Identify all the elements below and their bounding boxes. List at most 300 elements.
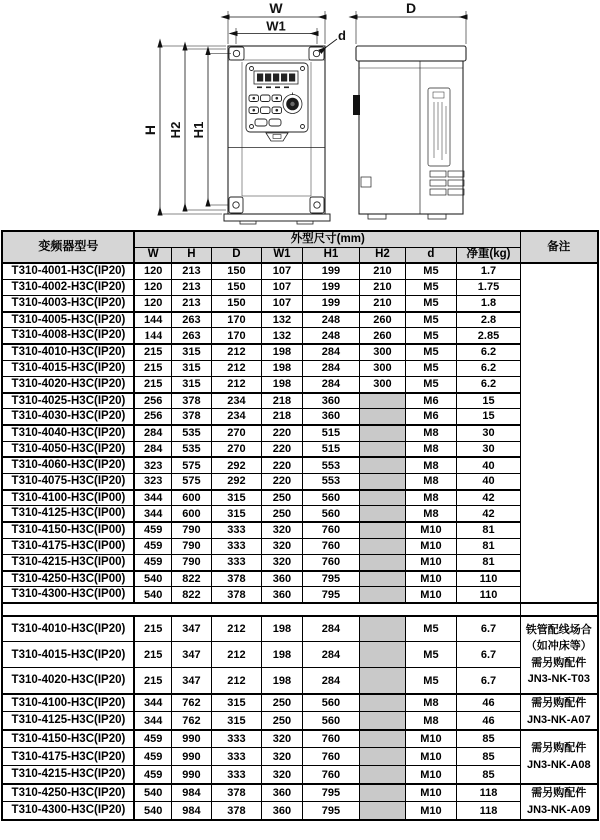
cell-w1: 250: [261, 490, 302, 506]
header-col-h2: H2: [359, 247, 405, 263]
cell-h2: 210: [359, 263, 405, 279]
cell-model: T310-4060-H3C(IP20): [2, 457, 134, 473]
cell-model: T310-4175-H3C(IP00): [2, 538, 134, 554]
remark-line: 需另购配件: [531, 656, 587, 669]
cell-d: 292: [211, 473, 261, 489]
cell-weight: 6.7: [456, 616, 520, 642]
table-row: [2, 766, 597, 784]
cell-w1: 220: [261, 457, 302, 473]
cell-w1: 360: [261, 571, 302, 587]
remark-line: 需另购配件: [531, 787, 587, 800]
cell-w: 215: [134, 668, 171, 694]
table-row: [2, 295, 597, 311]
cell-h1: 360: [302, 393, 359, 409]
cell-weight: 1.7: [456, 263, 520, 279]
side-connector: [353, 95, 360, 115]
cell-h1: 284: [302, 616, 359, 642]
cell-w: 459: [134, 748, 171, 766]
cell-weight: 85: [456, 766, 520, 784]
cell-h2: [359, 538, 405, 554]
remark-line: 需另购配件: [531, 697, 587, 710]
table-row: [2, 587, 597, 603]
cell-w: 540: [134, 571, 171, 587]
cell-w: 323: [134, 457, 171, 473]
cell-weight: 46: [456, 712, 520, 730]
cell-w1: 218: [261, 393, 302, 409]
table-row: [2, 802, 597, 820]
table-row: [2, 784, 597, 802]
cell-d: 333: [211, 730, 261, 748]
cell-w: 344: [134, 490, 171, 506]
dim-label-w: W: [269, 0, 283, 16]
cell-weight: 6.2: [456, 344, 520, 360]
cell-h2: [359, 554, 405, 570]
cell-d: M10: [405, 571, 456, 587]
cell-w1: 320: [261, 522, 302, 538]
cell-h1: 795: [302, 571, 359, 587]
table-row: [2, 441, 597, 457]
cell-w: 256: [134, 409, 171, 425]
cell-d: M8: [405, 490, 456, 506]
cell-model: T310-4300-H3C(IP20): [2, 802, 134, 820]
cell-d: 212: [211, 642, 261, 668]
cell-weight: 46: [456, 694, 520, 712]
table-row: [2, 748, 597, 766]
cell-d: 378: [211, 587, 261, 603]
cell-h: 575: [171, 457, 211, 473]
cell-w1: 198: [261, 642, 302, 668]
cell-d: M10: [405, 766, 456, 784]
cell-d: 333: [211, 538, 261, 554]
cell-w1: 107: [261, 295, 302, 311]
cell-h: 984: [171, 802, 211, 820]
cell-model: T310-4025-H3C(IP20): [2, 393, 134, 409]
cell-d: 378: [211, 802, 261, 820]
cell-w1: 360: [261, 784, 302, 802]
cell-d: 170: [211, 328, 261, 344]
cell-d: M8: [405, 694, 456, 712]
cell-h1: 760: [302, 766, 359, 784]
cell-weight: 85: [456, 748, 520, 766]
cell-model: T310-4005-H3C(IP20): [2, 312, 134, 328]
cell-weight: 110: [456, 571, 520, 587]
header-col-weight: 净重(kg): [456, 247, 520, 263]
cell-h: 600: [171, 506, 211, 522]
cell-h: 213: [171, 295, 211, 311]
cell-d: M5: [405, 376, 456, 392]
cell-d: 150: [211, 279, 261, 295]
cell-w1: 320: [261, 730, 302, 748]
cell-w: 459: [134, 538, 171, 554]
cell-d: M8: [405, 506, 456, 522]
cell-model: T310-4215-H3C(IP00): [2, 554, 134, 570]
cell-w: 344: [134, 694, 171, 712]
cell-w1: 218: [261, 409, 302, 425]
cell-weight: 2.85: [456, 328, 520, 344]
cell-h: 347: [171, 616, 211, 642]
cell-h2: [359, 587, 405, 603]
cell-d: 150: [211, 263, 261, 279]
cell-d: M5: [405, 344, 456, 360]
cell-d: M10: [405, 730, 456, 748]
drawing-svg: [0, 0, 600, 230]
cell-d: M10: [405, 784, 456, 802]
cell-w: 540: [134, 802, 171, 820]
cell-w: 459: [134, 730, 171, 748]
cell-h2: [359, 730, 405, 748]
cell-h2: [359, 616, 405, 642]
cell-weight: 2.8: [456, 312, 520, 328]
cell-h: 990: [171, 730, 211, 748]
cell-h2: [359, 490, 405, 506]
cell-h1: 560: [302, 712, 359, 730]
cell-h2: [359, 694, 405, 712]
cell-h: 984: [171, 784, 211, 802]
table-row: [2, 506, 597, 522]
remark-line: 铁管配线场合: [525, 623, 592, 636]
cell-h2: [359, 393, 405, 409]
header-col-screw: d: [405, 247, 456, 263]
cell-model: T310-4015-H3C(IP20): [2, 360, 134, 376]
cell-h1: 760: [302, 538, 359, 554]
cell-h: 263: [171, 328, 211, 344]
cell-weight: 6.7: [456, 668, 520, 694]
header-col-w: W: [134, 247, 171, 263]
cell-w: 144: [134, 328, 171, 344]
cell-h: 213: [171, 279, 211, 295]
cell-model: T310-4125-H3C(IP00): [2, 506, 134, 522]
cell-d: 212: [211, 344, 261, 360]
table-row: [2, 360, 597, 376]
cell-h1: 515: [302, 441, 359, 457]
table-row: [2, 668, 597, 694]
cell-weight: 1.75: [456, 279, 520, 295]
dim-label-d-hole: d: [338, 28, 346, 43]
dimension-table: [1, 230, 598, 821]
cell-model: T310-4250-H3C(IP20): [2, 784, 134, 802]
cell-d: M8: [405, 425, 456, 441]
cell-w1: 198: [261, 616, 302, 642]
cell-h: 822: [171, 587, 211, 603]
cell-w: 120: [134, 263, 171, 279]
cell-w: 215: [134, 642, 171, 668]
cell-h: 315: [171, 344, 211, 360]
cell-h: 762: [171, 694, 211, 712]
cell-weight: 81: [456, 538, 520, 554]
cell-w: 120: [134, 295, 171, 311]
cell-h1: 360: [302, 409, 359, 425]
cell-model: T310-4008-H3C(IP20): [2, 328, 134, 344]
table-row: [2, 328, 597, 344]
cell-h2: [359, 409, 405, 425]
cell-h2: 260: [359, 328, 405, 344]
remark-line: JN3-NK-A07: [527, 713, 591, 726]
cell-h2: [359, 712, 405, 730]
cell-d: 315: [211, 712, 261, 730]
table-row: [2, 344, 597, 360]
cell-h1: 515: [302, 425, 359, 441]
cell-h1: 199: [302, 295, 359, 311]
side-view: [353, 46, 466, 219]
cell-d: 315: [211, 506, 261, 522]
cell-h2: [359, 802, 405, 820]
cell-h: 347: [171, 668, 211, 694]
cell-weight: 81: [456, 554, 520, 570]
cell-h: 990: [171, 766, 211, 784]
table-row: [2, 312, 597, 328]
cell-weight: 118: [456, 784, 520, 802]
table-row: [2, 730, 597, 748]
table-row: [2, 490, 597, 506]
cell-d: M5: [405, 279, 456, 295]
cell-h2: 260: [359, 312, 405, 328]
cell-d: 292: [211, 457, 261, 473]
cell-h1: 760: [302, 730, 359, 748]
cell-w: 459: [134, 554, 171, 570]
cell-h1: 760: [302, 748, 359, 766]
separator-remark-cell: [521, 603, 598, 616]
cell-w1: 198: [261, 344, 302, 360]
cell-d: M5: [405, 616, 456, 642]
cell-h1: 199: [302, 263, 359, 279]
cell-d: 333: [211, 522, 261, 538]
cell-h: 575: [171, 473, 211, 489]
cell-d: 315: [211, 694, 261, 712]
cell-h2: [359, 784, 405, 802]
table-row: [2, 409, 597, 425]
cell-h1: 760: [302, 522, 359, 538]
cell-d: 270: [211, 425, 261, 441]
header-model: 变频器型号: [2, 231, 134, 263]
cell-h: 378: [171, 409, 211, 425]
table-row: [2, 473, 597, 489]
cell-w1: 198: [261, 360, 302, 376]
cell-w: 215: [134, 344, 171, 360]
cell-h1: 284: [302, 360, 359, 376]
table-row: [2, 694, 597, 712]
dim-label-h: H: [142, 124, 158, 136]
cell-d: 212: [211, 668, 261, 694]
cell-w: 344: [134, 506, 171, 522]
cell-weight: 81: [456, 522, 520, 538]
cell-d: M8: [405, 473, 456, 489]
cell-d: 378: [211, 784, 261, 802]
cell-d: M5: [405, 295, 456, 311]
cell-h2: 300: [359, 360, 405, 376]
cell-w1: 250: [261, 694, 302, 712]
cell-weight: 85: [456, 730, 520, 748]
cell-h1: 284: [302, 642, 359, 668]
cell-model: T310-4100-H3C(IP20): [2, 694, 134, 712]
cell-h1: 284: [302, 376, 359, 392]
dimension-table-body: [2, 263, 597, 820]
cell-h2: [359, 441, 405, 457]
cell-d: M5: [405, 312, 456, 328]
cell-d: 270: [211, 441, 261, 457]
cell-weight: 15: [456, 393, 520, 409]
cell-model: T310-4300-H3C(IP00): [2, 587, 134, 603]
cell-h: 315: [171, 376, 211, 392]
cell-d: M8: [405, 457, 456, 473]
cell-w1: 360: [261, 587, 302, 603]
cell-h: 790: [171, 554, 211, 570]
cell-h2: [359, 425, 405, 441]
header-outline-dims: 外型尺寸(mm): [134, 231, 520, 247]
cell-d: M6: [405, 409, 456, 425]
remark-line: JN3-NK-T03: [527, 673, 590, 686]
cell-model: T310-4150-H3C(IP20): [2, 730, 134, 748]
dim-label-h1: H1: [191, 121, 206, 139]
header-col-h1: H1: [302, 247, 359, 263]
cell-w: 256: [134, 393, 171, 409]
cell-model: T310-4250-H3C(IP00): [2, 571, 134, 587]
cell-h1: 560: [302, 490, 359, 506]
cell-model: T310-4215-H3C(IP20): [2, 766, 134, 784]
cell-model: T310-4125-H3C(IP20): [2, 712, 134, 730]
cell-h2: [359, 748, 405, 766]
cell-w1: 132: [261, 328, 302, 344]
remark-cell: [521, 730, 598, 784]
cell-h: 263: [171, 312, 211, 328]
cell-model: T310-4040-H3C(IP20): [2, 425, 134, 441]
separator-row: [2, 603, 597, 616]
cell-weight: 30: [456, 425, 520, 441]
cell-h: 762: [171, 712, 211, 730]
cell-d: M5: [405, 668, 456, 694]
cell-h: 822: [171, 571, 211, 587]
cell-d: 212: [211, 376, 261, 392]
cell-h2: 300: [359, 376, 405, 392]
cell-w1: 107: [261, 263, 302, 279]
remark-line: 需另购配件: [531, 742, 587, 755]
cell-h2: 210: [359, 279, 405, 295]
cell-h1: 795: [302, 587, 359, 603]
cell-h: 535: [171, 425, 211, 441]
table-row: [2, 616, 597, 642]
remark-line: （如冲床等）: [525, 640, 592, 653]
cell-w: 540: [134, 587, 171, 603]
cell-w: 144: [134, 312, 171, 328]
cell-weight: 40: [456, 473, 520, 489]
cell-d: 150: [211, 295, 261, 311]
cell-w1: 198: [261, 376, 302, 392]
cell-h1: 248: [302, 312, 359, 328]
cell-d: 170: [211, 312, 261, 328]
cell-h2: [359, 571, 405, 587]
cell-model: T310-4100-H3C(IP00): [2, 490, 134, 506]
cell-weight: 1.8: [456, 295, 520, 311]
cell-w: 284: [134, 425, 171, 441]
table-row: [2, 571, 597, 587]
cell-w1: 220: [261, 473, 302, 489]
cell-h: 790: [171, 522, 211, 538]
table-row: [2, 279, 597, 295]
cell-weight: 6.2: [456, 360, 520, 376]
cell-w1: 198: [261, 668, 302, 694]
cell-d: 333: [211, 748, 261, 766]
cell-h: 790: [171, 538, 211, 554]
dim-label-d-depth: D: [405, 0, 417, 16]
cell-w: 323: [134, 473, 171, 489]
keypad-panel: [246, 63, 308, 141]
header-remark: 备注: [521, 231, 598, 263]
remark-line: JN3-NK-A08: [527, 758, 591, 771]
cell-h: 347: [171, 642, 211, 668]
cell-weight: 15: [456, 409, 520, 425]
table-row: [2, 425, 597, 441]
outline-drawing: [0, 0, 600, 230]
remark-line: JN3-NK-A09: [527, 803, 591, 816]
cell-w: 120: [134, 279, 171, 295]
remark-cell: [521, 616, 598, 694]
cell-model: T310-4020-H3C(IP20): [2, 668, 134, 694]
cell-d: 315: [211, 490, 261, 506]
dim-label-w1: W1: [266, 18, 286, 34]
cell-w1: 220: [261, 441, 302, 457]
cell-w1: 107: [261, 279, 302, 295]
cell-h2: [359, 766, 405, 784]
cell-h1: 248: [302, 328, 359, 344]
cell-d: M5: [405, 263, 456, 279]
cell-h1: 284: [302, 344, 359, 360]
cell-w1: 320: [261, 748, 302, 766]
cell-w1: 360: [261, 802, 302, 820]
cell-h2: 300: [359, 344, 405, 360]
cell-h2: [359, 473, 405, 489]
cell-h1: 795: [302, 784, 359, 802]
cell-w: 540: [134, 784, 171, 802]
table-row: [2, 642, 597, 668]
cell-w1: 220: [261, 425, 302, 441]
cell-d: M5: [405, 642, 456, 668]
cell-w1: 320: [261, 554, 302, 570]
cell-weight: 6.2: [456, 376, 520, 392]
cell-model: T310-4030-H3C(IP20): [2, 409, 134, 425]
cell-d: M6: [405, 393, 456, 409]
table-row: [2, 522, 597, 538]
cell-model: T310-4003-H3C(IP20): [2, 295, 134, 311]
cell-h2: 210: [359, 295, 405, 311]
cell-model: T310-4050-H3C(IP20): [2, 441, 134, 457]
cell-w1: 250: [261, 506, 302, 522]
cell-d: 378: [211, 571, 261, 587]
cell-w1: 250: [261, 712, 302, 730]
cell-model: T310-4150-H3C(IP00): [2, 522, 134, 538]
cell-w: 215: [134, 360, 171, 376]
cell-h1: 553: [302, 457, 359, 473]
cell-d: M10: [405, 748, 456, 766]
header-col-w1: W1: [261, 247, 302, 263]
cell-d: 333: [211, 766, 261, 784]
cell-h1: 760: [302, 554, 359, 570]
cell-d: M10: [405, 522, 456, 538]
cell-weight: 118: [456, 802, 520, 820]
cell-h1: 560: [302, 506, 359, 522]
cell-w: 344: [134, 712, 171, 730]
cell-d: 234: [211, 393, 261, 409]
cell-h2: [359, 642, 405, 668]
remark-cell: [521, 694, 598, 730]
cell-d: M8: [405, 712, 456, 730]
table-row: [2, 538, 597, 554]
cell-h1: 553: [302, 473, 359, 489]
cell-h: 213: [171, 263, 211, 279]
table-row: [2, 457, 597, 473]
cell-h: 315: [171, 360, 211, 376]
cell-w1: 320: [261, 538, 302, 554]
cell-h2: [359, 668, 405, 694]
table-row: [2, 554, 597, 570]
